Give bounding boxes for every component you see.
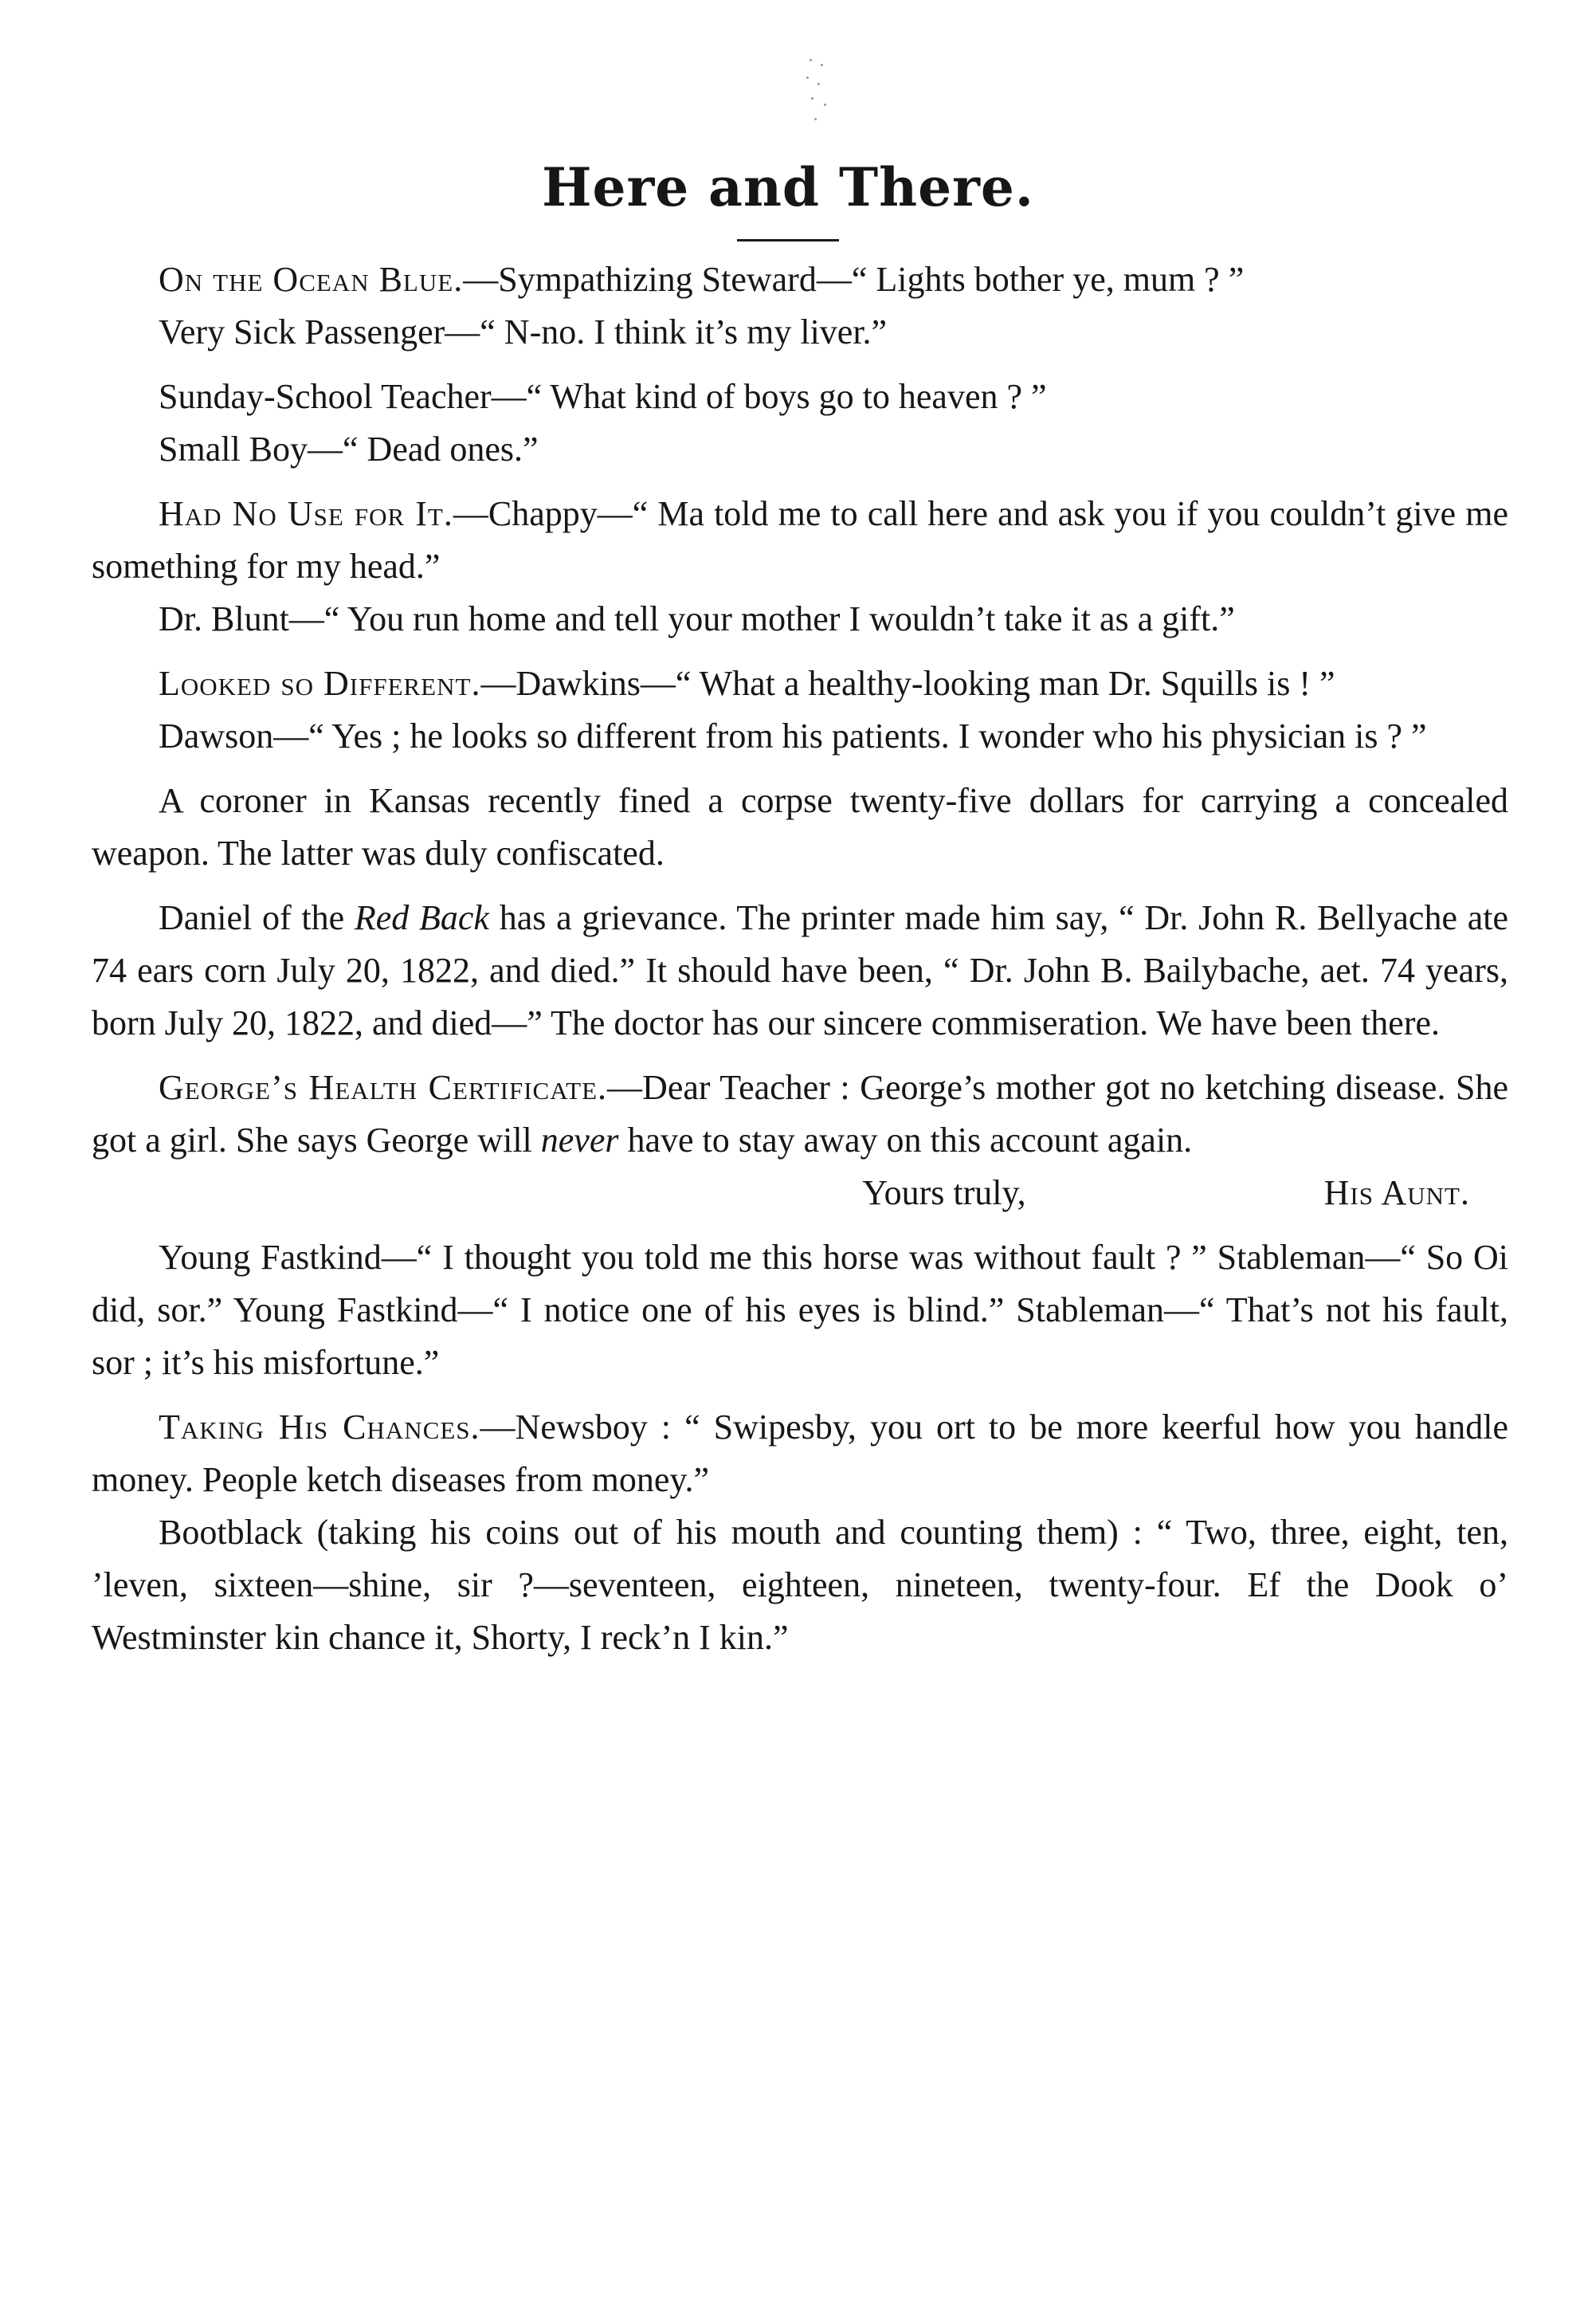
paragraph — [92, 253, 1508, 306]
section-lead: Looked so Different. — [159, 664, 481, 703]
paragraph — [92, 1401, 1508, 1506]
print-specks — [805, 56, 829, 128]
paragraph — [92, 658, 1508, 710]
paragraph — [92, 1062, 1508, 1167]
paragraph-text: Dawson—“ Yes ; he looks so different from his patients. I wonder who his physician is ? ” — [159, 716, 1427, 756]
paragraph-text: Dr. Blunt—“ You run home and tell your mother I wouldn’t take it as a gift.” — [159, 599, 1235, 638]
paragraph — [92, 1506, 1508, 1664]
section-lead: Taking His Chances. — [159, 1407, 480, 1447]
paragraph-text: Sunday-School Teacher—“ What kind of boys go to heaven ? ” — [159, 377, 1047, 416]
paragraph-text: Small Boy—“ Dead ones.” — [159, 430, 539, 469]
article-body — [92, 253, 1508, 1664]
paragraph-text: Bootblack (taking his coins out of his mouth and counting them) : “ Two, three, eight, ten, ’leven, sixteen—shine, sir ?—seventeen, eighteen, nineteen, twenty-four. Ef the Dook o’ Westminster kin chance it, Shorty, I reck’n I kin.” — [92, 1513, 1508, 1657]
paragraph-text: —Sympathizing Steward—“ Lights bother ye, mum ? ” — [463, 260, 1245, 299]
paragraph-text: Very Sick Passenger—“ N-no. I think it’s my liver.” — [159, 312, 888, 351]
page-title: Here and There. — [542, 156, 1034, 218]
paragraph — [92, 593, 1508, 646]
emphasis-text: never — [540, 1121, 619, 1160]
paragraph-text: has a grievance. The printer made him say, “ Dr. John R. Bellyache ate 74 ears corn July 20, 1822, and died.” It should have been, “ Dr. John B. Bailybache, aet. 74 years, born July 20, 1822, and died—” The doctor has our sincere commiseration. We have been there. — [92, 898, 1508, 1042]
paragraph — [92, 775, 1508, 880]
paragraph-text: Daniel of the — [159, 898, 355, 937]
signoff-closing: Yours truly, — [862, 1173, 1026, 1212]
paragraph-text: —Newsboy : “ Swipesby, you ort to be more keerful how you handle money. People ketch diseases from money.” — [92, 1407, 1509, 1499]
paragraph — [92, 488, 1508, 593]
paragraph — [92, 423, 1508, 476]
paragraph — [92, 371, 1508, 423]
paragraph — [92, 710, 1508, 763]
signoff-signature: His Aunt. — [1323, 1173, 1470, 1212]
paragraph-text: have to stay away on this account again. — [618, 1121, 1193, 1160]
paragraph — [92, 306, 1508, 359]
paragraph-text: —Chappy—“ Ma told me to call here and ask you if you couldn’t give me something for my head.” — [92, 494, 1508, 586]
section-lead: On the Ocean Blue. — [159, 260, 464, 299]
paragraph-text: Young Fastkind—“ I thought you told me this horse was without fault ? ” Stableman—“ So Oi did, sor.” Young Fastkind—“ I notice one of his eyes is blind.” Stableman—“ That’s not his fault, sor ; it’s his misfortune.” — [92, 1238, 1508, 1382]
paragraph — [92, 1231, 1508, 1389]
letter-signoff — [92, 1167, 1508, 1219]
paragraph-text: —Dear Teacher : George’s mother got no ketching disease. She got a girl. She says George will — [92, 1068, 1508, 1160]
section-lead: Had No Use for It. — [159, 494, 453, 533]
paragraph — [92, 892, 1508, 1050]
emphasis-text: Red Back — [354, 898, 489, 937]
section-lead: George’s Health Certificate. — [159, 1068, 608, 1107]
paragraph-text: —Dawkins—“ What a healthy-looking man Dr. Squills is ! ” — [480, 664, 1335, 703]
paragraph-text: A coroner in Kansas recently fined a corpse twenty-five dollars for carrying a concealed weapon. The latter was duly confiscated. — [92, 781, 1508, 873]
title-rule — [737, 239, 839, 241]
